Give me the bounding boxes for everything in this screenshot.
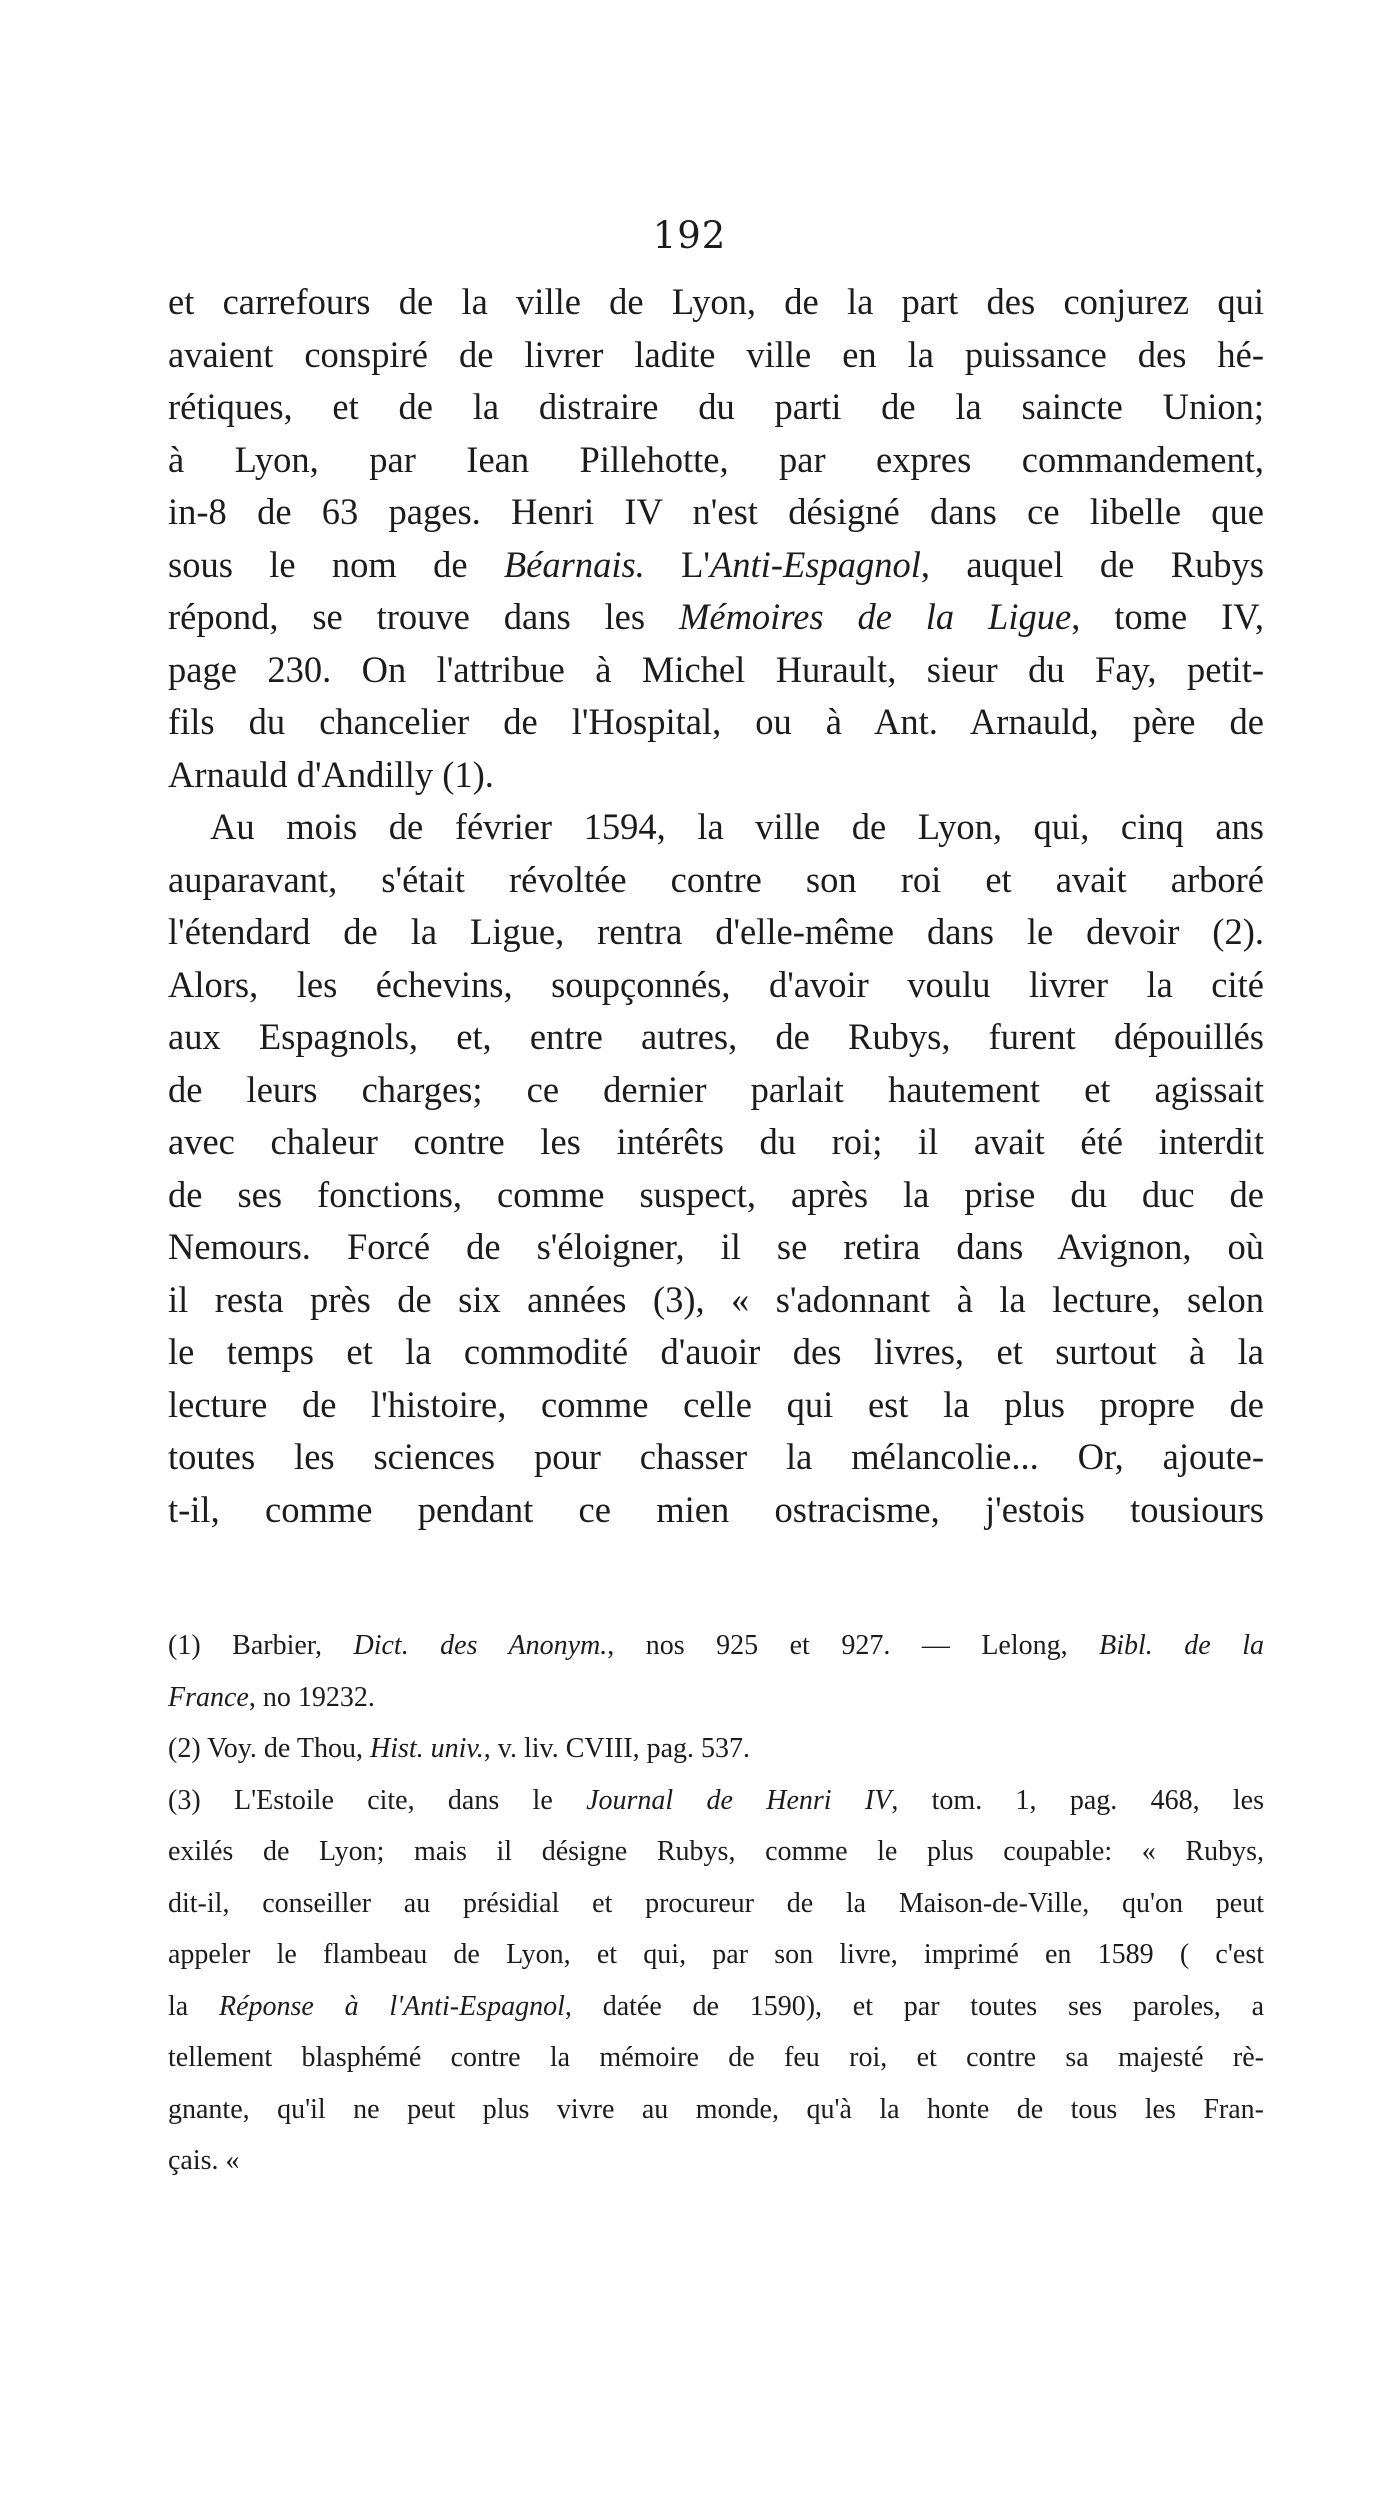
page-number: 192 <box>652 214 727 257</box>
footnote-line: tellement blasphémé contre la mémoire de feu roi, et contre sa majesté rè- <box>168 2042 1264 2073</box>
footnote-line: (1) Barbier, Dict. des Anonym., nos 925 et 927. — Lelong, Bibl. de la <box>168 1630 1264 1661</box>
italic-text: Hist. univ. <box>369 1733 484 1764</box>
main-text <box>168 276 1264 1536</box>
text-line: Arnauld d'Andilly (1). <box>168 753 494 795</box>
text-line: fils du chancelier de l'Hospital, ou à Ant. Arnauld, père de <box>168 701 1264 742</box>
text-line: Nemours. Forcé de s'éloigner, il se retira dans Avignon, où <box>168 1226 1264 1267</box>
footnote-line: gnante, qu'il ne peut plus vivre au monde, qu'à la honte de tous les Fran- <box>168 2093 1264 2125</box>
text-line: de leurs charges; ce dernier parlait hautement et agissait <box>168 1068 1264 1110</box>
italic-text: Dict. des Anonym. <box>353 1630 608 1661</box>
footnote-line: appeler le flambeau de Lyon, et qui, par son livre, imprimé en 1589 ( c'est <box>168 1939 1264 1970</box>
footnote-line: France, no 19232. <box>168 1681 375 1713</box>
italic-text: Bibl. de la <box>1099 1630 1264 1661</box>
text-line: Au mois de février 1594, la ville de Lyon, qui, cinq ans <box>210 806 1264 847</box>
footnote-line: (2) Voy. de Thou, Hist. univ., v. liv. CVIII, pag. 537. <box>168 1733 750 1764</box>
italic-text: Réponse à l'Anti-Espagnol <box>218 1990 565 2022</box>
text-line: lecture de l'histoire, comme celle qui est la plus propre de <box>168 1383 1264 1425</box>
footnote-line: dit-il, conseiller au présidial et procureur de la Maison-de-Ville, qu'on peut <box>168 1887 1264 1919</box>
footnote-line: la Réponse à l'Anti-Espagnol, datée de 1590), et par toutes ses paroles, a <box>168 1990 1264 2022</box>
footnotes <box>168 1620 1264 2187</box>
text-line: rétiques, et de la distraire du parti de la saincte Union; <box>168 386 1264 427</box>
text-line: le temps et la commodité d'auoir des livres, et surtout à la <box>168 1331 1264 1372</box>
italic-text: Journal de Henri IV <box>586 1784 892 1816</box>
text-line: in-8 de 63 pages. Henri IV n'est désigné dans ce libelle que <box>168 491 1264 532</box>
footnote-line: (3) L'Estoile cite, dans le Journal de Henri IV, tom. 1, pag. 468, les <box>168 1784 1264 1816</box>
italic-text: Béarnais. <box>503 543 645 585</box>
text-line: auparavant, s'était révoltée contre son roi et avait arboré <box>168 858 1264 900</box>
italic-text: France <box>168 1681 249 1713</box>
footnote-line: çais. « <box>168 2145 240 2176</box>
footnote-line: exilés de Lyon; mais il désigne Rubys, comme le plus coupable: « Rubys, <box>168 1836 1264 1867</box>
text-line: et carrefours de la ville de Lyon, de la part des conjurez qui <box>168 281 1264 322</box>
text-line: il resta près de six années (3), « s'adonnant à la lecture, selon <box>168 1278 1264 1320</box>
text-line: page 230. On l'attribue à Michel Hurault, sieur du Fay, petit- <box>168 648 1264 690</box>
text-line: aux Espagnols, et, entre autres, de Rubys, furent dépouillés <box>168 1016 1264 1057</box>
text-line: Alors, les échevins, soupçonnés, d'avoir voulu livrer la cité <box>168 963 1264 1005</box>
text-line: sous le nom de Béarnais. L'Anti-Espagnol, auquel de Rubys <box>168 543 1265 585</box>
text-line: toutes les sciences pour chasser la mélancolie... Or, ajoute- <box>168 1436 1264 1477</box>
text-line: avaient conspiré de livrer ladite ville en la puissance des hé- <box>168 333 1264 375</box>
text-line: de ses fonctions, comme suspect, après la prise du duc de <box>168 1173 1264 1215</box>
text-line: l'étendard de la Ligue, rentra d'elle-même dans le devoir (2). <box>168 911 1264 952</box>
text-line: avec chaleur contre les intérêts du roi; il avait été interdit <box>168 1121 1264 1162</box>
text-line: à Lyon, par Iean Pillehotte, par expres commandement, <box>168 438 1264 480</box>
text-line: répond, se trouve dans les Mémoires de la Ligue, tome IV, <box>168 596 1264 637</box>
italic-text: Mémoires de la Ligue <box>678 596 1072 637</box>
text-line: t-il, comme pendant ce mien ostracisme, j'estois tousiours <box>168 1488 1264 1530</box>
italic-text: Anti-Espagnol <box>710 543 921 585</box>
